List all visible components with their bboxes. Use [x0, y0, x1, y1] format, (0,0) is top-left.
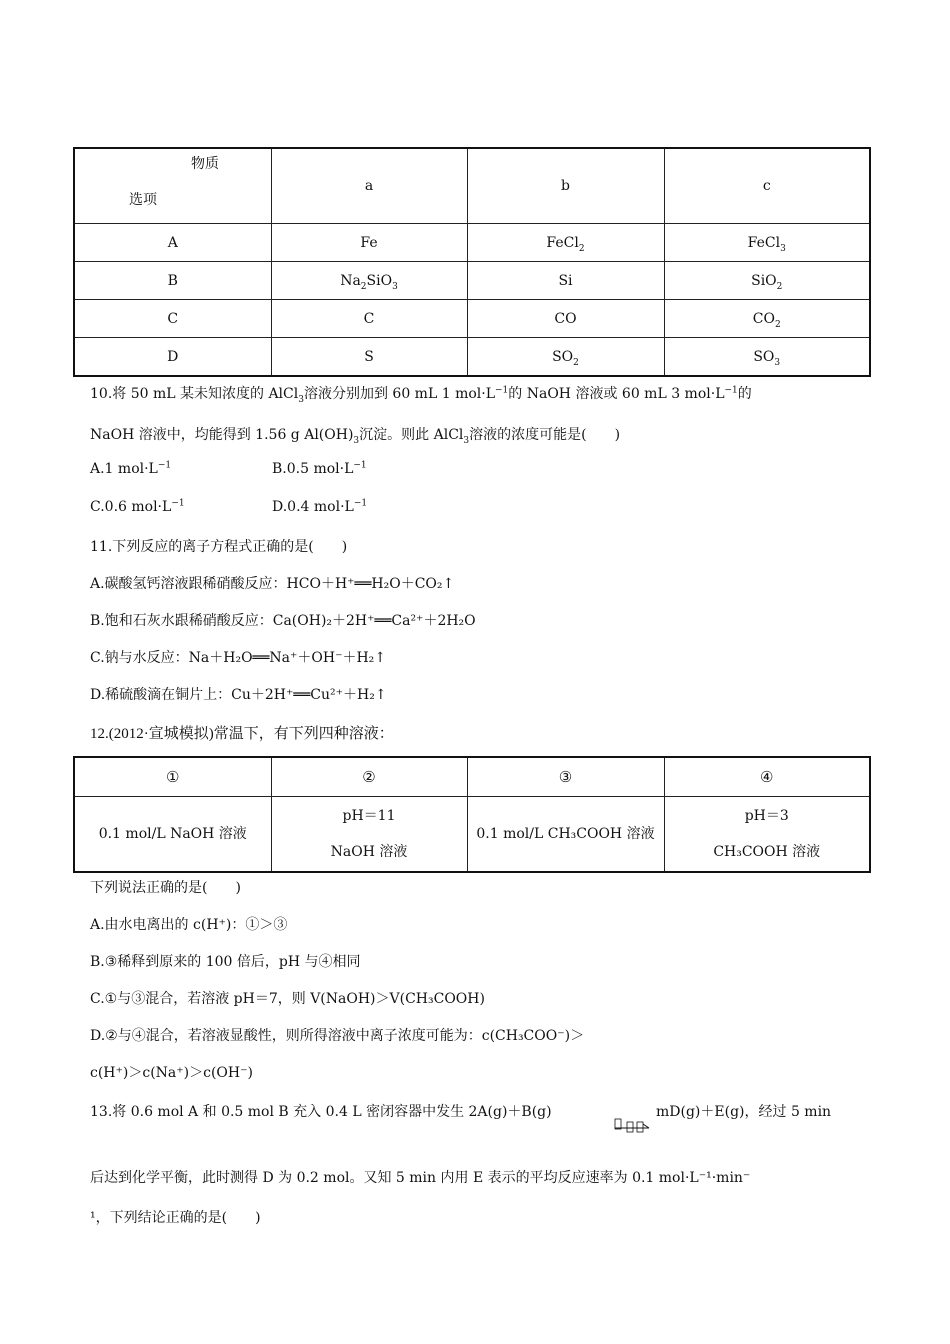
- column-header-b: b: [467, 148, 664, 224]
- solution-cell-4: pH＝3 CH₃COOH 溶液: [664, 797, 870, 873]
- question-13-line-1-part-2: mD(g)＋E(g)，经过 5 min: [656, 1104, 832, 1120]
- table-row: [74, 224, 870, 262]
- cell-b: CO: [467, 300, 664, 338]
- question-11-option-b: B.饱和石灰水跟稀硝酸反应：Ca(OH)₂＋2H⁺══Ca²⁺＋2H₂O: [90, 613, 476, 629]
- solution-cell-2: pH＝11 NaOH 溶液: [271, 797, 467, 873]
- cell-b: Si: [467, 262, 664, 300]
- question-11-option-a: A.碳酸氢钙溶液跟稀硝酸反应：HCO＋H⁺══H₂O＋CO₂↑: [90, 576, 455, 592]
- question-10-option-c: C.0.6 $mol\cdot L^{-1}$: [90, 498, 185, 515]
- solution-cell-1: 0.1 mol/L NaOH 溶液: [74, 797, 271, 873]
- question-11-option-d: D.稀硫酸滴在铜片上：Cu＋2H⁺══Cu²⁺＋H₂↑: [90, 687, 387, 703]
- question-10-option-b: B.0.5 $mol\cdot L^{-1}$: [272, 460, 367, 477]
- solution-header-1: ①: [74, 757, 271, 797]
- solution-header-3: ③: [467, 757, 664, 797]
- cell-c: $CO_2$: [664, 300, 870, 338]
- cell-a: Fe: [271, 224, 467, 262]
- question-10-option-a: A.1 $mol\cdot L^{-1}$: [90, 460, 172, 477]
- corner-bottom-label: 选项: [129, 192, 157, 208]
- table-corner-cell: [74, 148, 271, 224]
- table-row: [74, 338, 870, 377]
- question-11-title: 11.下列反应的离子方程式正确的是( ): [90, 539, 348, 555]
- question-12-option-b: B.③稀释到原来的 100 倍后，pH 与④相同: [90, 954, 361, 970]
- solution-cell-3: 0.1 mol/L CH₃COOH 溶液: [467, 797, 664, 873]
- question-12-title: 12.(2012·宣城模拟)常温下，有下列四种溶液：: [90, 726, 394, 742]
- question-10-line-2: NaOH 溶液中，均能得到 1.56 g $Al(OH)_3$沉淀。则此 AlCl$_3$溶液的浓度可能是( ): [90, 427, 621, 446]
- row-label: D: [74, 338, 271, 377]
- row-label: C: [74, 300, 271, 338]
- row-label: B: [74, 262, 271, 300]
- question-12-prompt: 下列说法正确的是( ): [90, 880, 241, 896]
- cell-c: FeCl$_3$: [664, 224, 870, 262]
- question-13-line-2: 后达到化学平衡，此时测得 D 为 0.2 mol。又知 5 min 内用 E 表示的平均反应速率为 0.1 mol·L⁻¹·min⁻: [90, 1170, 751, 1186]
- solutions-table: [73, 756, 871, 873]
- cell-c: $SO_3$: [664, 338, 870, 377]
- cell-a: S: [271, 338, 467, 377]
- cell-c: SiO$_2$: [664, 262, 870, 300]
- corner-top-label: 物质: [191, 156, 219, 172]
- question-10-line-1: 10.将 50 mL 某未知浓度的 AlCl$_3$溶液分别加到 60 mL 1 $mol\cdot L^{-1}$的 NaOH 溶液或 60 mL 3 $mol\cdot L^{-1}$的: [90, 385, 752, 405]
- solution-header-4: ④: [664, 757, 870, 797]
- question-12-option-c: C.①与③混合，若溶液 pH＝7，则 V(NaOH)＞V(CH₃COOH): [90, 991, 485, 1007]
- cell-b: $SO_2$: [467, 338, 664, 377]
- reversible-arrow-icon: [611, 1115, 651, 1135]
- cell-a: C: [271, 300, 467, 338]
- row-label: A: [74, 224, 271, 262]
- cell-a: $Na_2SiO_3$: [271, 262, 467, 300]
- question-13-line-1-part-1: 13.将 0.6 mol A 和 0.5 mol B 充入 0.4 L 密闭容器中发生 2A(g)＋B(g): [90, 1104, 552, 1120]
- cell-b: FeCl$_2$: [467, 224, 664, 262]
- question-12-option-d-line-1: D.②与④混合，若溶液显酸性，则所得溶液中离子浓度可能为：c(CH₃COO⁻)＞: [90, 1028, 585, 1044]
- question-10-option-d: D.0.4 $mol\cdot L^{-1}$: [272, 498, 368, 515]
- question-13-line-3: ¹，下列结论正确的是( ): [90, 1210, 261, 1226]
- column-header-c: c: [664, 148, 870, 224]
- table-row: [74, 797, 870, 873]
- column-header-a: a: [271, 148, 467, 224]
- substance-options-table: [73, 147, 871, 377]
- question-11-option-c: C.钠与水反应：Na＋H₂O══Na⁺＋OH⁻＋H₂↑: [90, 650, 387, 666]
- solution-header-2: ②: [271, 757, 467, 797]
- table-row: [74, 300, 870, 338]
- question-12-option-d-line-2: c(H⁺)＞c(Na⁺)＞c(OH⁻): [90, 1065, 253, 1081]
- table-row: [74, 262, 870, 300]
- question-12-option-a: A.由水电离出的 c(H⁺)：①＞③: [90, 917, 288, 933]
